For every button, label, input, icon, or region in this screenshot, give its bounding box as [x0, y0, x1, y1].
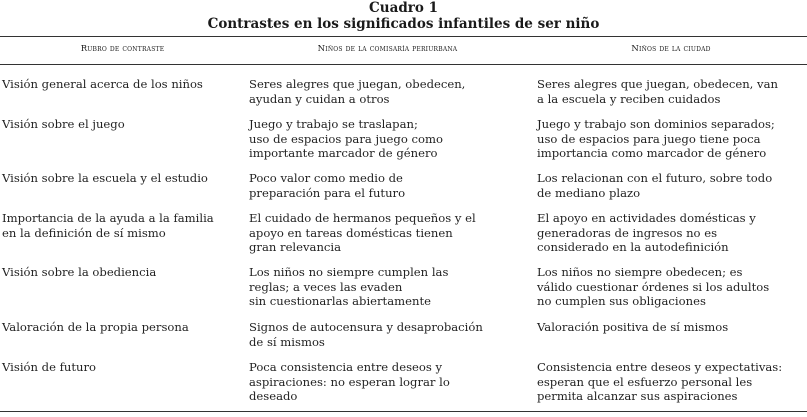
column-header-ciudad: Niños de la ciudad — [631, 44, 711, 54]
cell-rubro: Valoración de la propia persona — [2, 320, 189, 334]
cell-rubro: Importancia de la ayuda a la familia en la definición de sí mismo — [2, 211, 214, 240]
cell-periurbana: Poco valor como medio de preparación para el futuro — [249, 171, 406, 200]
cell-rubro: Visión sobre la obediencia — [2, 265, 157, 279]
column-header-periurbana: Niños de la comisaría periurbana — [317, 44, 458, 54]
cell-rubro: Visión de futuro — [2, 360, 97, 374]
cell-periurbana: Los niños no siempre cumplen las reglas; a veces las evaden sin cuestionarlas abiertamente — [249, 265, 449, 309]
cell-ciudad: Los relacionan con el futuro, sobre todo de mediano plazo — [537, 171, 773, 200]
header-rule — [0, 64, 807, 65]
cell-rubro: Visión sobre la escuela y el estudio — [2, 171, 208, 185]
cell-ciudad: Los niños no siempre obedecen; es válido cuestionar órdenes si los adultos no cumplen sus obligaciones — [537, 265, 770, 309]
table-caption — [0, 0, 807, 32]
cell-periurbana: Poca consistencia entre deseos y aspiraciones: no esperan lograr lo deseado — [249, 360, 450, 404]
cell-periurbana: El cuidado de hermanos pequeños y el apoyo en tareas domésticas tienen gran relevancia — [249, 211, 476, 255]
table-title: Contrastes en los significados infantiles de ser niño — [207, 16, 600, 32]
cell-rubro: Visión sobre el juego — [2, 117, 125, 131]
table-header — [0, 44, 807, 60]
column-header-rubro: Rubro de contraste — [80, 44, 165, 54]
cell-periurbana: Signos de autocensura y desaprobación de sí mismos — [249, 320, 483, 349]
cell-periurbana: Seres alegres que juegan, obedecen, ayudan y cuidan a otros — [249, 77, 466, 106]
cell-ciudad: El apoyo en actividades domésticas y generadoras de ingresos no es considerado en la autodefinición — [537, 211, 756, 255]
cell-periurbana: Juego y trabajo se traslapan; uso de espacios para juego como importante marcador de género — [249, 117, 443, 161]
table-number: Cuadro 1 — [369, 0, 438, 16]
bottom-rule — [0, 411, 807, 412]
cell-ciudad: Consistencia entre deseos y expectativas: esperan que el esfuerzo personal les permita alcanzar sus aspiraciones — [537, 360, 783, 404]
cell-ciudad: Valoración positiva de sí mismos — [537, 320, 729, 334]
cell-rubro: Visión general acerca de los niños — [2, 77, 203, 91]
cell-ciudad: Juego y trabajo son dominios separados; uso de espacios para juego tiene poca importancia como marcador de género — [537, 117, 775, 161]
top-rule — [0, 36, 807, 37]
cell-ciudad: Seres alegres que juegan, obedecen, van a la escuela y reciben cuidados — [537, 77, 778, 106]
